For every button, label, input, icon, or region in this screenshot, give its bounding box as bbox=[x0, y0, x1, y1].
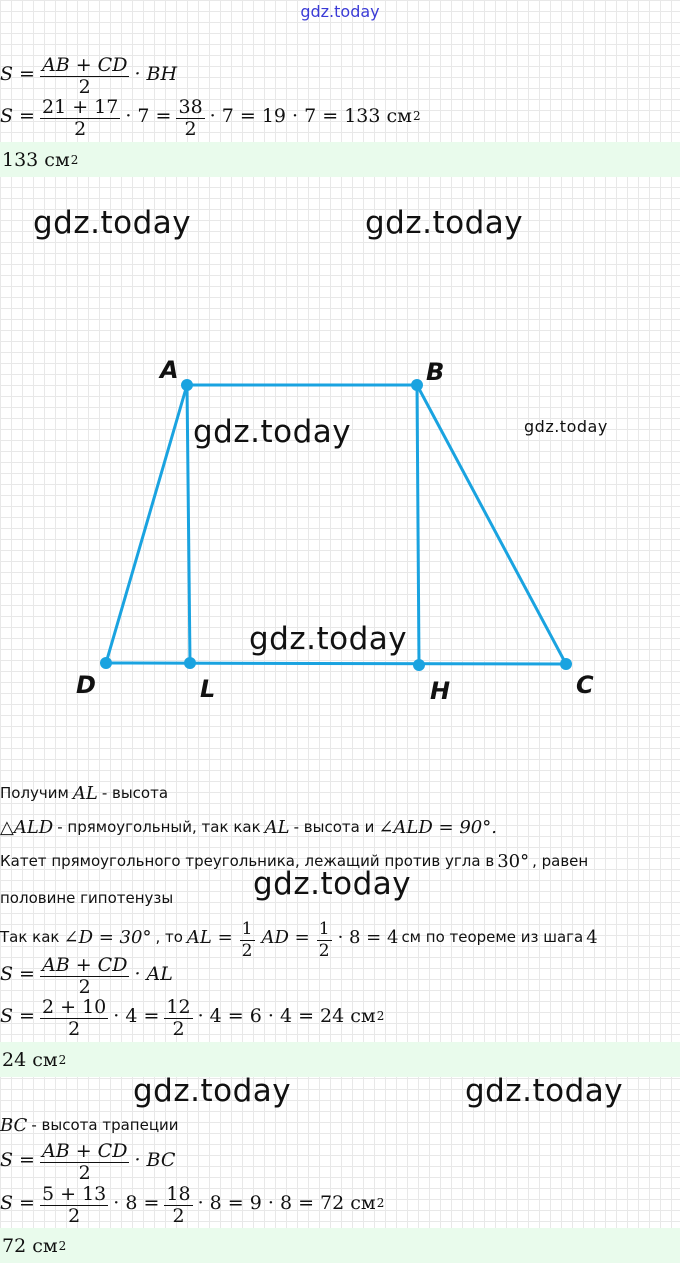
math: AL bbox=[72, 782, 98, 804]
exponent: 2 bbox=[70, 152, 79, 167]
fraction-denominator: 2 bbox=[68, 1206, 81, 1222]
area-formula-mid bbox=[0, 954, 173, 993]
calc-mid: · 8 = bbox=[113, 1191, 160, 1214]
area-formula-bottom bbox=[0, 1140, 175, 1179]
text: , равен bbox=[532, 852, 589, 870]
label-b: B bbox=[426, 358, 445, 386]
fraction-denominator: 2 bbox=[172, 1206, 185, 1222]
site-title[interactable]: gdz.today bbox=[300, 2, 380, 21]
watermark: gdz.today bbox=[465, 1073, 624, 1109]
formula-rhs: · AL bbox=[134, 962, 173, 985]
fraction-denominator: 2 bbox=[241, 940, 253, 957]
fraction bbox=[40, 954, 129, 993]
watermark: gdz.today bbox=[253, 866, 412, 902]
text: половине гипотенузы bbox=[0, 889, 174, 907]
text-line bbox=[0, 918, 601, 956]
fraction bbox=[40, 1183, 108, 1222]
text: Получим bbox=[0, 784, 69, 802]
calc-rhs: · 7 = 19 · 7 = 133 см bbox=[209, 104, 412, 127]
watermark: gdz.today bbox=[193, 414, 352, 450]
math: AL = bbox=[186, 926, 233, 948]
fraction bbox=[40, 54, 129, 93]
fraction-numerator: 21 + 17 bbox=[41, 96, 119, 118]
exponent: 2 bbox=[412, 108, 421, 123]
text: см по теореме из шага bbox=[401, 928, 584, 946]
text-line bbox=[0, 886, 173, 910]
fraction-denominator: 2 bbox=[68, 1019, 81, 1035]
area-calc-mid bbox=[0, 996, 384, 1035]
math: · 8 = 4 bbox=[337, 926, 399, 948]
fraction bbox=[240, 918, 255, 957]
fraction bbox=[176, 96, 204, 135]
fraction-denominator: 2 bbox=[172, 1019, 185, 1035]
fraction-numerator: 12 bbox=[166, 996, 191, 1018]
calc-lhs: S = bbox=[0, 1191, 35, 1214]
fraction-denominator: 2 bbox=[78, 977, 91, 993]
fraction-numerator: 1 bbox=[318, 918, 330, 939]
fraction-denominator: 2 bbox=[78, 1163, 91, 1179]
point-c bbox=[560, 658, 572, 670]
fraction-denominator: 2 bbox=[184, 119, 197, 135]
formula-lhs: S = bbox=[0, 962, 35, 985]
text: Так как bbox=[0, 928, 60, 946]
answer-text: 133 см bbox=[2, 148, 70, 171]
exponent: 2 bbox=[58, 1052, 67, 1067]
math: ∠ALD = 90°. bbox=[378, 816, 497, 838]
text: - прямоугольный, так как bbox=[57, 818, 261, 836]
watermark: gdz.today bbox=[249, 621, 408, 657]
fraction bbox=[40, 1140, 129, 1179]
point-h bbox=[413, 659, 425, 671]
math: AD = bbox=[261, 926, 310, 948]
text: - высота трапеции bbox=[31, 1116, 179, 1134]
segment-ad bbox=[106, 385, 187, 663]
label-l: L bbox=[200, 675, 216, 703]
answer-text: 24 см bbox=[2, 1048, 58, 1071]
fraction bbox=[164, 1183, 192, 1222]
fraction-numerator: 38 bbox=[178, 96, 203, 118]
text: - высота bbox=[101, 784, 169, 802]
calc-rhs: · 4 = 6 · 4 = 24 см bbox=[197, 1004, 376, 1027]
fraction-denominator: 2 bbox=[318, 940, 330, 957]
answer-box-top bbox=[0, 142, 680, 177]
text-line bbox=[0, 1113, 179, 1137]
formula-rhs: · BH bbox=[134, 62, 178, 85]
label-h: H bbox=[430, 677, 451, 705]
label-a: A bbox=[160, 356, 179, 384]
label-d: D bbox=[76, 671, 96, 699]
text: - высота и bbox=[293, 818, 375, 836]
label-c: C bbox=[576, 671, 594, 699]
text: , то bbox=[155, 928, 183, 946]
area-calc-bottom bbox=[0, 1183, 384, 1222]
watermark: gdz.today bbox=[365, 205, 524, 241]
segment-bc bbox=[417, 385, 566, 664]
calc-lhs: S = bbox=[0, 1004, 35, 1027]
fraction bbox=[40, 96, 120, 135]
point-b bbox=[411, 379, 423, 391]
formula-rhs: · BC bbox=[134, 1148, 176, 1171]
fraction bbox=[40, 996, 108, 1035]
calc-mid: · 4 = bbox=[113, 1004, 160, 1027]
text: Катет прямоугольного треугольника, лежащий против угла в bbox=[0, 852, 495, 870]
math: BC bbox=[0, 1114, 28, 1136]
answer-box-bottom bbox=[0, 1228, 680, 1263]
watermark: gdz.today bbox=[524, 417, 608, 436]
point-d bbox=[100, 657, 112, 669]
watermark: gdz.today bbox=[133, 1073, 292, 1109]
fraction bbox=[317, 918, 332, 957]
answer-box-mid bbox=[0, 1042, 680, 1077]
fraction-denominator: 2 bbox=[74, 119, 87, 135]
area-calc-top bbox=[0, 96, 421, 135]
math: 4 bbox=[586, 926, 598, 948]
exponent: 2 bbox=[376, 1195, 385, 1210]
area-formula-top bbox=[0, 54, 177, 93]
watermark: gdz.today bbox=[33, 205, 192, 241]
calc-lhs: S = bbox=[0, 104, 35, 127]
segment-al bbox=[187, 385, 190, 663]
fraction-numerator: AB + CD bbox=[41, 54, 128, 76]
segment-bh bbox=[417, 385, 419, 665]
text-line bbox=[0, 814, 501, 840]
exponent: 2 bbox=[376, 1008, 385, 1023]
fraction bbox=[164, 996, 192, 1035]
point-l bbox=[184, 657, 196, 669]
fraction-numerator: 2 + 10 bbox=[41, 996, 107, 1018]
math: ∠D = 30° bbox=[63, 926, 152, 948]
math: AL bbox=[264, 816, 290, 838]
exponent: 2 bbox=[58, 1238, 67, 1253]
math: 30° bbox=[497, 850, 530, 872]
segment-dc bbox=[106, 663, 566, 664]
formula-lhs: S = bbox=[0, 1148, 35, 1171]
fraction-numerator: AB + CD bbox=[41, 954, 128, 976]
math: △ALD bbox=[0, 816, 54, 838]
fraction-numerator: 1 bbox=[241, 918, 253, 939]
text-line bbox=[0, 781, 168, 805]
point-a bbox=[181, 379, 193, 391]
calc-rhs: · 8 = 9 · 8 = 72 см bbox=[197, 1191, 376, 1214]
fraction-numerator: AB + CD bbox=[41, 1140, 128, 1162]
fraction-numerator: 5 + 13 bbox=[41, 1183, 107, 1205]
fraction-denominator: 2 bbox=[78, 77, 91, 93]
answer-text: 72 см bbox=[2, 1234, 58, 1257]
calc-mid: · 7 = bbox=[125, 104, 172, 127]
fraction-numerator: 18 bbox=[166, 1183, 191, 1205]
formula-lhs: S = bbox=[0, 62, 35, 85]
